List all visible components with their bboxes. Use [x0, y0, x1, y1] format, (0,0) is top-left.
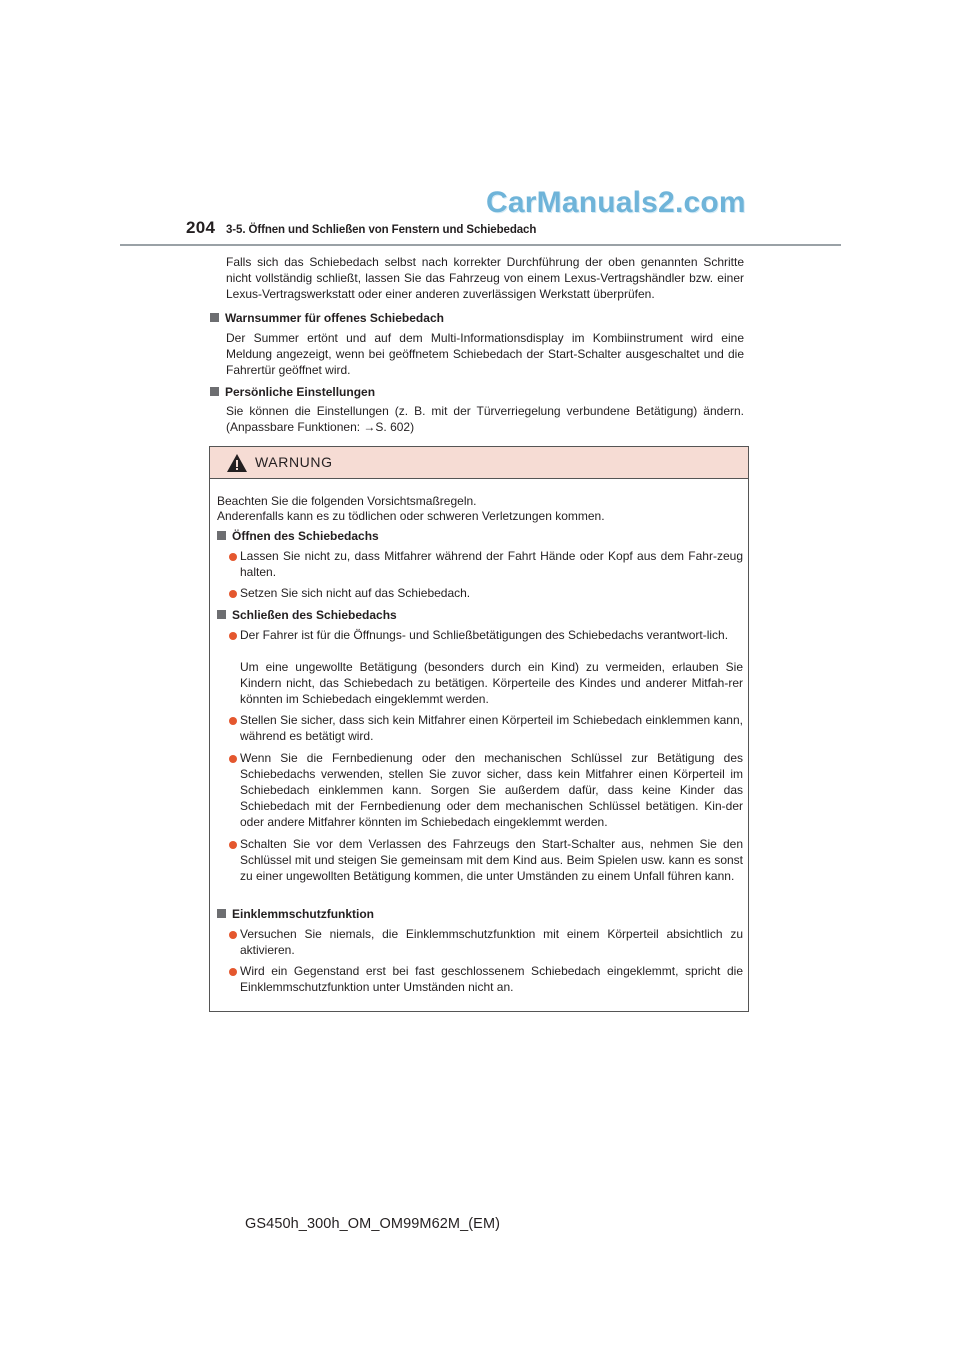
- section-title: 3-5. Öffnen und Schließen von Fenstern und Schiebedach: [226, 224, 537, 236]
- watermark[interactable]: CarManuals2.com: [486, 186, 746, 219]
- intro-paragraph: Falls sich das Schiebedach selbst nach korrekter Durchführung der oben genannten Schritte nicht vollständig schließt, lassen Sie das Fahrzeug von einem Lexus-Vertragshändler bzw. einer Lexus-Vertragswerkstatt oder einer anderen zuverlässigen Werkstatt überprüfen.: [226, 255, 744, 301]
- warning-intro-line-2: Anderenfalls kann es zu tödlichen oder schweren Verletzungen kommen.: [217, 509, 605, 523]
- warning-item: Schalten Sie vor dem Verlassen des Fahrzeugs den Start-Schalter aus, nehmen Sie den Schlüssel mit und steigen Sie gemeinsam mit dem Kind aus. Beim Spielen usw. kann es sonst zu einer ungewollten Betätigung kommen, die unter Umständen zu einem Unfall führen kann.: [240, 837, 743, 883]
- warning-title: WARNUNG: [255, 454, 333, 470]
- square-bullet-icon: [210, 387, 219, 396]
- page-number: 204: [186, 218, 216, 237]
- header-rule: [120, 244, 841, 246]
- warning-item: Wenn Sie die Fernbedienung oder den mechanischen Schlüssel zur Betätigung des Schiebedachs verwenden, stellen Sie zuvor sicher, dass kein Mitfahrer einen Körperteil im Schiebedach einklemmen kann. Sorgen Sie außerdem dafür, dass keine Kinder das Schiebedach mit der Fernbedienung oder dem mechanischen Schlüssel betätigen. Kin-der oder andere Mitfahrer könnten im Schiebedach eingeklemmt werden.: [240, 751, 743, 829]
- warning-item: Stellen Sie sicher, dass sich kein Mitfahrer einen Körperteil im Schiebedach einklemmen kann, während es betätigt wird.: [240, 713, 743, 743]
- square-bullet-icon: [217, 531, 226, 540]
- square-bullet-icon: [217, 909, 226, 918]
- warning-header: [210, 447, 748, 479]
- orange-dot-icon: [229, 632, 237, 640]
- warning-item: Lassen Sie nicht zu, dass Mitfahrer während der Fahrt Hände oder Kopf aus dem Fahr-zeug halten.: [240, 549, 743, 579]
- warning-item: Versuchen Sie niemals, die Einklemmschutzfunktion mit einem Körperteil absichtlich zu aktivieren.: [240, 927, 743, 957]
- orange-dot-icon: [229, 968, 237, 976]
- section-heading-einstellungen: Persönliche Einstellungen: [210, 384, 375, 400]
- warning-group-heading: Einklemmschutzfunktion: [217, 906, 374, 922]
- orange-dot-icon: [229, 590, 237, 598]
- section-paragraph-einstellungen: Sie können die Einstellungen (z. B. mit der Türverriegelung verbundene Betätigung) ändern. (Anpassbare Funktionen: →S. 602): [226, 404, 744, 434]
- orange-dot-icon: [229, 931, 237, 939]
- orange-dot-icon: [229, 553, 237, 561]
- section-heading-warnsummer: Warnsummer für offenes Schiebedach: [210, 310, 444, 326]
- section-paragraph-warnsummer: Der Summer ertönt und auf dem Multi-Informationsdisplay im Kombiinstrument wird eine Meldung angezeigt, wenn bei geöffnetem Schiebedach der Start-Schalter ausgeschaltet und die Fahrertür geöffnet wird.: [226, 331, 744, 377]
- warning-item-continuation: Um eine ungewollte Betätigung (besonders durch ein Kind) zu vermeiden, erlauben Sie Kindern nicht, das Schiebedach zu betätigen. Körperteile des Kindes und anderer Mitfah-rer könnten im Schiebedach eingeklemmt werden.: [240, 660, 743, 706]
- warning-triangle-icon: [226, 453, 248, 473]
- orange-dot-icon: [229, 755, 237, 763]
- warning-box: [209, 446, 749, 1012]
- orange-dot-icon: [229, 841, 237, 849]
- square-bullet-icon: [217, 610, 226, 619]
- square-bullet-icon: [210, 313, 219, 322]
- warning-group-heading: Schließen des Schiebedachs: [217, 607, 397, 623]
- warning-item: Wird ein Gegenstand erst bei fast geschlossenem Schiebedach eingeklemmt, spricht die Einklemmschutzfunktion unter Umständen nicht an.: [240, 964, 743, 994]
- warning-group-heading: Öffnen des Schiebedachs: [217, 528, 379, 544]
- warning-intro-line-1: Beachten Sie die folgenden Vorsichtsmaßregeln.: [217, 494, 477, 508]
- footer-code: GS450h_300h_OM_OM99M62M_(EM): [245, 1216, 501, 1232]
- orange-dot-icon: [229, 717, 237, 725]
- warning-item: Der Fahrer ist für die Öffnungs- und Schließbetätigungen des Schiebedachs verantwort-lich.: [240, 628, 729, 642]
- warning-item: Setzen Sie sich nicht auf das Schiebedach.: [240, 586, 471, 600]
